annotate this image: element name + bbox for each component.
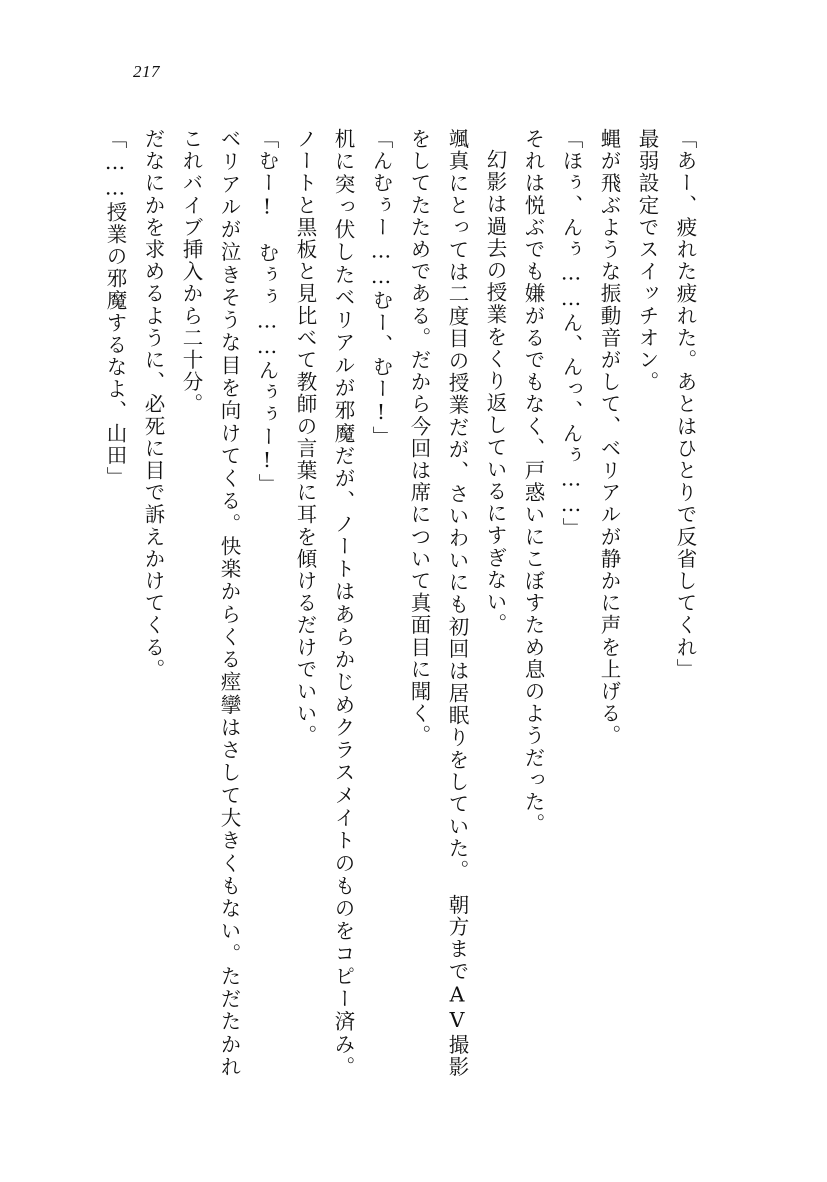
paragraph: 「……授業の邪魔するなよ、山田」: [103, 128, 127, 489]
paragraph: 「ほぅ、んぅ……ん、んっ、んぅ……」: [559, 128, 583, 540]
paragraph: それは悦ぶでも嫌がるでもなく、戸惑いにこぼすため息のようだった。: [521, 128, 545, 836]
paragraph: 颯真にとっては二度目の授業だが、さいわいにも初回は居眠りをしていた。 朝方までAV撮影をしてたためである。だから今回は席について真面目に聞く。: [407, 128, 469, 1078]
paragraph: ベリアルが泣きそうな目を向けてくる。快楽からくる痙攣はさして大きくもない。ただたかれこれバイブ挿入から二十分。: [179, 128, 241, 1078]
paragraph: 「あー、疲れた疲れた。あとはひとりで反省してくれ」: [673, 128, 697, 681]
paragraph: 机に突っ伏したベリアルが邪魔だが、ノートはあらかじめクラスメイトのものをコピー済み。ノートと黒板と見比べて教師の言葉に耳を傾けるだけでいい。: [293, 128, 355, 1078]
paragraph: 幻影は過去の授業をくり返しているにすぎない。: [483, 149, 507, 636]
paragraph: 最弱設定でスイッチオン。: [635, 128, 659, 394]
paragraph: 「むー! むぅぅ……んぅぅー!」: [255, 128, 279, 496]
page-body-text: [104, 128, 704, 1078]
paragraph: だなにかを求めるように、必死に目で訴えかけてくる。: [141, 128, 165, 681]
paragraph: 「んむぅー……むー、むー!」: [369, 128, 393, 448]
page-number: 217: [133, 62, 160, 81]
paragraph: 蝿が飛ぶような振動音がして、ベリアルが静かに声を上げる。: [597, 128, 621, 747]
